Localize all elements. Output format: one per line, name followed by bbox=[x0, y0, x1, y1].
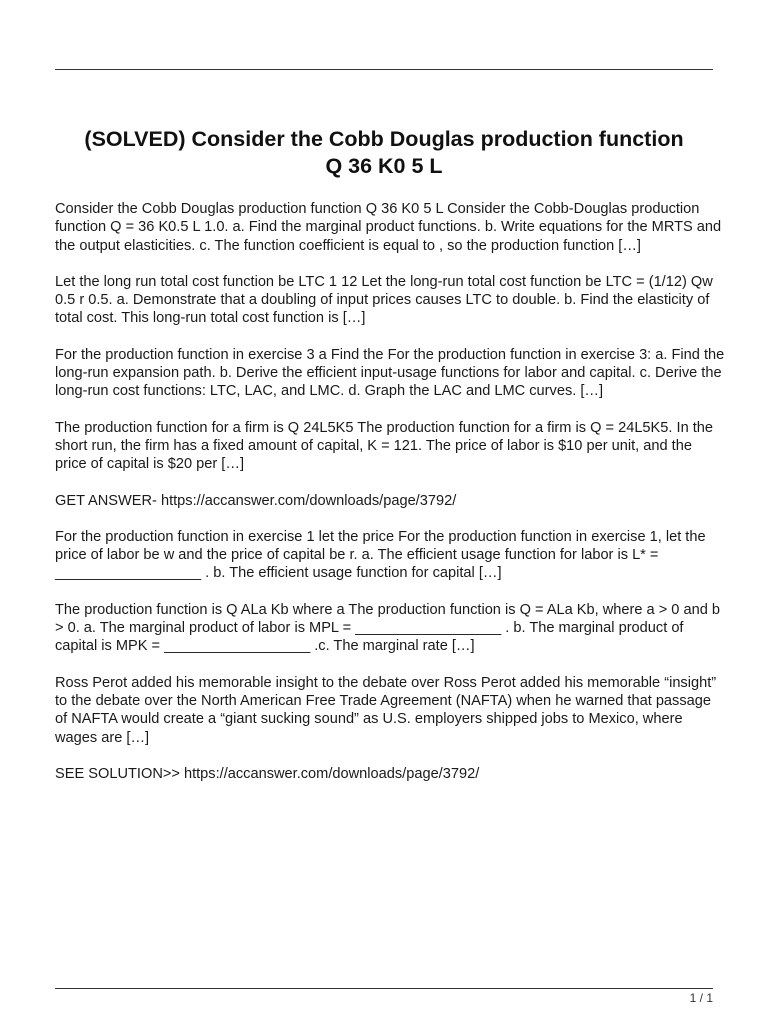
footer-divider bbox=[55, 988, 713, 989]
paragraph-cobb-douglas: Consider the Cobb Douglas production function Q 36 K0 5 L Consider the Cobb-Douglas production function Q = 36 K0.5 L 1.0. a. Find the marginal product functions. b. Write equations for the MRTS and the output elasticities. c. The function coefficient is equal to , so the production function […] bbox=[55, 201, 722, 254]
title-line-1: (SOLVED) Consider the Cobb Douglas production function bbox=[84, 127, 684, 151]
header-divider bbox=[55, 69, 713, 70]
paragraph-expansion-path: For the production function in exercise 3 a Find the For the production function in exercise 3: a. Find the long-run expansion path. b. Derive the efficient input-usage functions for labor and capital. c. Derive the long-run cost functions: LTC, LAC, and LMC. d. Graph the LAC and LMC curves. […] bbox=[55, 346, 725, 400]
title-line-2: Q 36 K0 5 L bbox=[325, 154, 443, 178]
see-solution-link[interactable]: SEE SOLUTION>> https://accanswer.com/downloads/page/3792/ bbox=[55, 765, 480, 782]
get-answer-link[interactable]: GET ANSWER- https://accanswer.com/downloads/page/3792/ bbox=[55, 492, 457, 509]
paragraph-nafta: Ross Perot added his memorable insight to the debate over Ross Perot added his memorable “insight” to the debate over the North American Free Trade Agreement (NAFTA) when he warned that passage of NAFTA would create a “giant sucking sound” as U.S. employers shipped jobs to Mexico, where wages are […] bbox=[55, 674, 717, 746]
page-number: 1 / 1 bbox=[689, 991, 713, 1005]
page-title bbox=[40, 126, 728, 180]
paragraph-efficient-usage: For the production function in exercise 1 let the price For the production function in exercise 1, let the price of labor be w and the price of capital be r. a. The efficient usage function for labor is L* = __________________ . b. The efficient usage function for capital […] bbox=[55, 528, 706, 582]
document-body bbox=[55, 200, 725, 801]
paragraph-long-run-cost: Let the long run total cost function be LTC 1 12 Let the long-run total cost function be LTC = (1/12) Qw 0.5 r 0.5. a. Demonstrate that a doubling of input prices causes LTC to double. b. Find the elasticity of total cost. This long-run total cost function is […] bbox=[55, 273, 713, 327]
paragraph-short-run-firm: The production function for a firm is Q 24L5K5 The production function for a firm is Q = 24L5K5. In the short run, the firm has a fixed amount of capital, K = 121. The price of labor is $10 per unit, and the price of capital is $20 per […] bbox=[55, 419, 714, 473]
paragraph-ala-kb: The production function is Q ALa Kb where a The production function is Q = ALa Kb, where a > 0 and b > 0. a. The marginal product of labor is MPL = __________________ . b. The marginal product of capital is MPK = __________________ .c. The marginal rate […] bbox=[55, 601, 720, 655]
